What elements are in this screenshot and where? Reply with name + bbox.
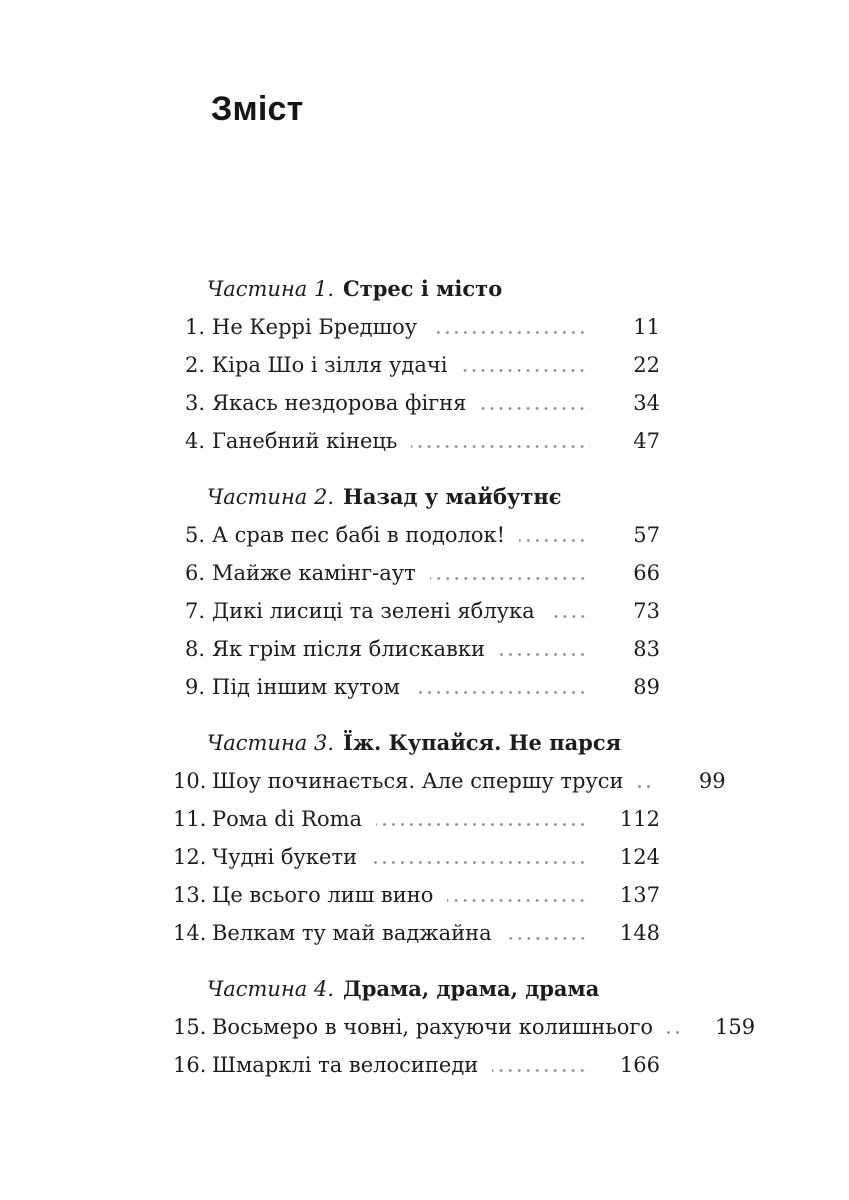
entry-number: 12. [173, 845, 207, 869]
toc-entry [173, 308, 660, 346]
dotted-leader [430, 577, 590, 580]
entry-number: 5. [184, 523, 205, 547]
dotted-leader [499, 653, 590, 656]
dotted-leader [371, 861, 590, 864]
section-part-label: Частина 3. [207, 731, 335, 755]
entry-page-number: 124 [619, 845, 660, 869]
entry-title: Рома di Roma [212, 807, 363, 831]
entry-title: Як грім після блискавки [212, 637, 485, 661]
entry-page-number: 11 [633, 315, 660, 339]
entry-page-number: 166 [619, 1053, 660, 1077]
entry-title: Кіра Шо і зілля удачі [212, 353, 448, 377]
dotted-leader [492, 1069, 590, 1072]
entry-number: 8. [184, 637, 205, 661]
entry-title: Чудні букети [212, 845, 358, 869]
toc-entry [173, 876, 660, 914]
toc-entry [173, 838, 660, 876]
section-part-label: Частина 2. [207, 485, 335, 509]
toc-section-header [173, 270, 660, 308]
toc-section-header [173, 478, 660, 516]
dotted-leader [667, 1031, 685, 1034]
entry-page-number: 73 [633, 599, 660, 623]
entry-page-number: 112 [619, 807, 660, 831]
toc-entry [173, 1046, 660, 1084]
entry-page-number: 22 [633, 353, 660, 377]
dotted-leader [638, 785, 656, 788]
dotted-leader [519, 539, 590, 542]
section-title: Драма, драма, драма [343, 976, 600, 1001]
entry-title: Якась нездорова фігня [212, 391, 467, 415]
entry-page-number: 66 [633, 561, 660, 585]
entry-number: 6. [184, 561, 205, 585]
toc-entry [173, 384, 660, 422]
entry-page-number: 99 [698, 769, 726, 793]
toc-section-header [173, 724, 660, 762]
entry-title: Шмарклі та велосипеди [212, 1053, 479, 1077]
entry-number: 9. [184, 675, 205, 699]
section-title: Назад у майбутнє [343, 484, 562, 509]
dotted-leader [549, 615, 590, 618]
entry-page-number: 89 [633, 675, 660, 699]
entry-title: Не Керрі Бредшоу [212, 315, 418, 339]
toc-section-header [173, 970, 660, 1008]
dotted-leader [506, 937, 590, 940]
entry-title: Велкам ту май ваджайна [212, 921, 492, 945]
entry-page-number: 159 [714, 1015, 756, 1039]
entry-number: 10. [173, 769, 207, 793]
entry-title: Ганебний кінець [212, 429, 398, 453]
dotted-leader [376, 823, 590, 826]
table-of-contents [173, 270, 756, 1084]
entry-number: 3. [184, 391, 205, 415]
entry-number: 15. [173, 1015, 207, 1039]
section-part-label: Частина 1. [207, 277, 335, 301]
toc-entry [173, 914, 660, 952]
entry-number: 14. [173, 921, 207, 945]
toc-entry [173, 346, 660, 384]
section-part-label: Частина 4. [207, 977, 335, 1001]
entry-number: 16. [173, 1053, 207, 1077]
entry-title: Під іншим кутом [212, 675, 400, 699]
dotted-leader [414, 691, 590, 694]
entry-number: 1. [184, 315, 205, 339]
entry-number: 2. [184, 353, 205, 377]
entry-number: 13. [173, 883, 207, 907]
dotted-leader [411, 445, 590, 448]
toc-entry [173, 630, 660, 668]
toc-entry [173, 668, 660, 706]
entry-title: Це всього лиш вино [212, 883, 434, 907]
entry-title: Майже камінг-аут [212, 561, 416, 585]
dotted-leader [431, 331, 590, 334]
entry-page-number: 57 [633, 523, 660, 547]
entry-title: Дикі лисиці та зелені яблука [212, 599, 535, 623]
entry-title: Восьмеро в човні, рахуючи колишнього [212, 1015, 654, 1039]
toc-entry [173, 762, 726, 800]
entry-page-number: 34 [633, 391, 660, 415]
toc-entry [173, 554, 660, 592]
entry-number: 11. [173, 807, 207, 831]
dotted-leader [461, 369, 590, 372]
section-title: Стрес і місто [343, 276, 503, 301]
entry-page-number: 148 [619, 921, 660, 945]
page-title: Зміст [211, 90, 304, 128]
toc-entry [173, 800, 660, 838]
toc-entry [173, 422, 660, 460]
dotted-leader [447, 899, 590, 902]
entry-page-number: 47 [633, 429, 660, 453]
entry-title: А срав пес бабі в подолок! [212, 523, 506, 547]
entry-page-number: 83 [633, 637, 660, 661]
entry-number: 7. [184, 599, 205, 623]
dotted-leader [480, 407, 590, 410]
toc-entry [173, 1008, 756, 1046]
entry-title: Шоу починається. Але спершу труси [212, 769, 624, 793]
toc-entry [173, 516, 660, 554]
entry-number: 4. [184, 429, 205, 453]
toc-entry [173, 592, 660, 630]
entry-page-number: 137 [619, 883, 660, 907]
section-title: Їж. Купайся. Не парся [343, 730, 622, 755]
